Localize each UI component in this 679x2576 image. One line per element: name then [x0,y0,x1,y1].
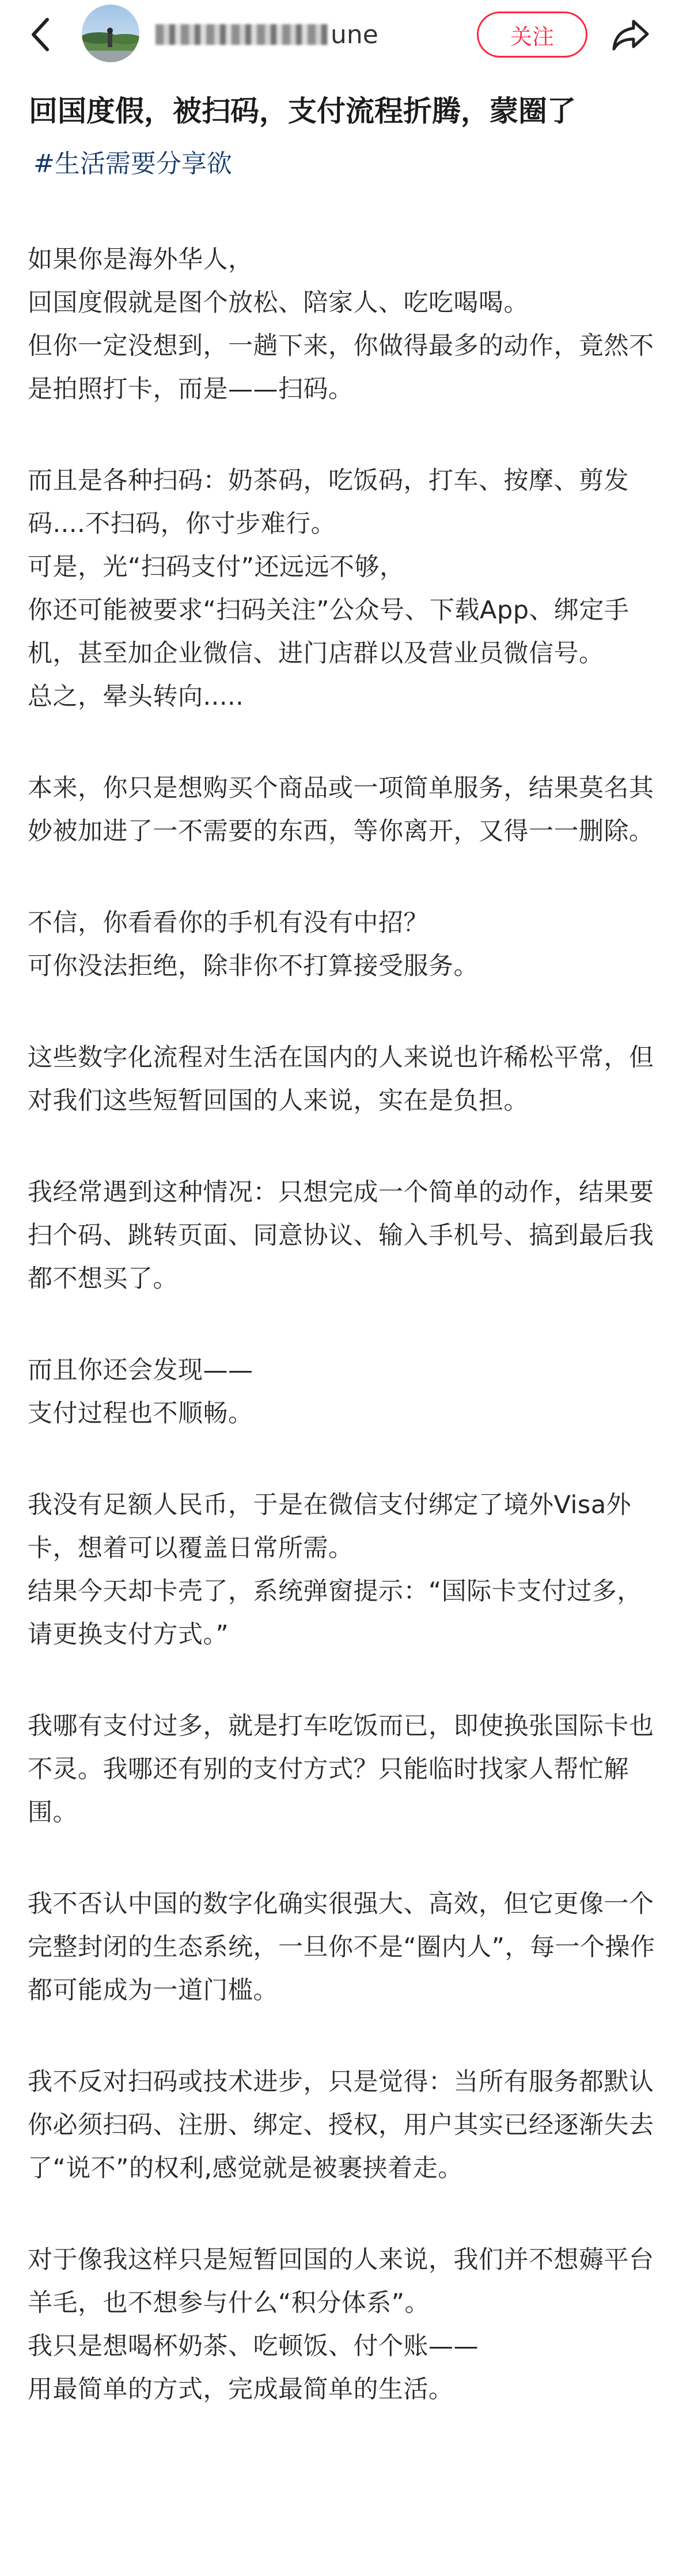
top-bar [0,0,679,69]
paragraph: 而且你还会发现—— 支付过程也不顺畅。 [28,1356,253,1428]
back-button[interactable] [23,15,58,54]
paragraph: 如果你是海外华人， 回国度假就是图个放松、陪家人、吃吃喝喝。 但你一定没想到，一趟下来，你做得最多的动作，竟然不是拍照打卡，而是——扫码。 [28,245,654,404]
paragraph: 我不反对扫码或技术进步，只是觉得：当所有服务都默认你必须扫码、注册、绑定、授权，用户其实已经逐渐失去了“说不”的权利,感觉就是被裹挟着走。 [28,2068,654,2183]
follow-button[interactable]: 关注 [477,12,587,58]
share-button[interactable] [608,15,654,55]
author-name-redacted [155,24,328,45]
paragraph: 我不否认中国的数字化确实很强大、高效，但它更像一个完整封闭的生态系统，一旦你不是“圈内人”，每一个操作都可能成为一道门槛。 [28,1890,655,2005]
paragraph: 对于像我这样只是短暂回国的人来说，我们并不想薅平台羊毛，也不想参与什么“积分体系”。 我只是想喝杯奶茶、吃顿饭、付个账—— 用最简单的方式，完成最简单的生活。 [28,2246,654,2404]
paragraph: 不信，你看看你的手机有没有中招？ 可你没法拒绝，除非你不打算接受服务。 [28,909,479,981]
author-name[interactable] [155,17,378,52]
author-name-text: une [331,20,378,50]
avatar[interactable] [82,5,139,62]
paragraph: 而且是各种扫码：奶茶码，吃饭码，打车、按摩、剪发码....不扫码，你寸步难行。 可是，光“扫码支付”还远远不够， 你还可能被要求“扫码关注”公众号、下载App、绑定手机，甚至加企业微信、进门店群以及营业员微信号。 总之，晕头转向..... [28,466,629,711]
post-body [28,238,667,2460]
paragraph: 本来，你只是想购买个商品或一项简单服务，结果莫名其妙被加进了一不需要的东西，等你离开，又得一一删除。 [28,774,654,846]
hashtag-link[interactable]: #生活需要分享欲 [33,149,232,178]
avatar-image [82,5,139,62]
chevron-left-icon [30,17,51,52]
paragraph: 我哪有支付过多，就是打车吃饭而已，即使换张国际卡也不灵。我哪还有别的支付方式？只能临时找家人帮忙解围。 [28,1712,654,1827]
share-arrow-icon [612,19,650,51]
paragraph: 我经常遇到这种情况：只想完成一个简单的动作，结果要扫个码、跳转页面、同意协议、输入手机号、搞到最后我都不想买了。 [28,1178,654,1293]
post-title: 回国度假，被扫码，支付流程折腾，蒙圈了 [29,94,576,128]
paragraph: 这些数字化流程对生活在国内的人来说也许稀松平常，但对我们这些短暂回国的人来说，实在是负担。 [28,1043,654,1115]
paragraph: 我没有足额人民币，于是在微信支付绑定了境外Visa外卡，想着可以覆盖日常所需。 结果今天却卡壳了，系统弹窗提示：“国际卡支付过多，请更换支付方式。” [28,1491,642,1649]
